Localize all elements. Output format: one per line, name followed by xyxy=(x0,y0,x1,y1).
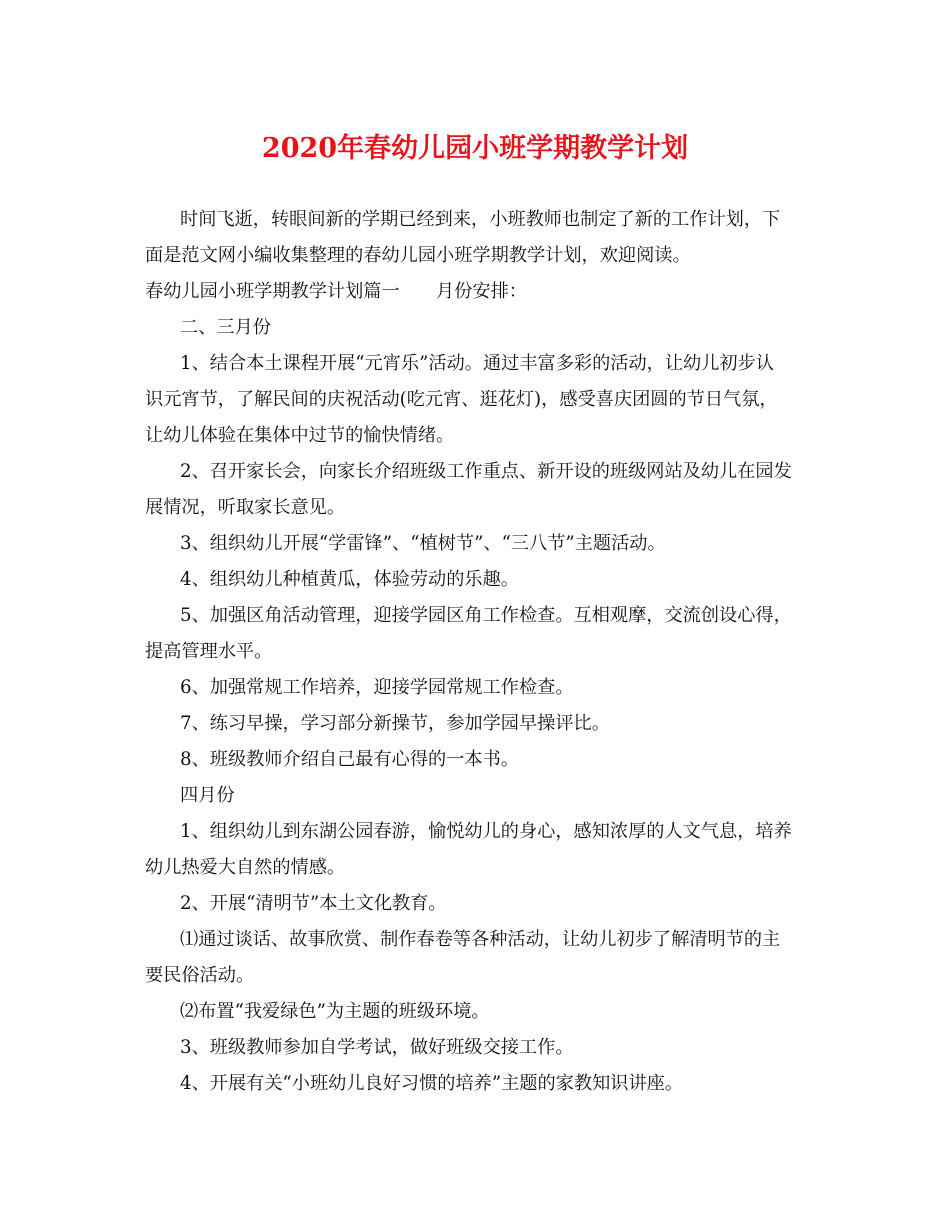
paragraph-line: 春幼儿园小班学期教学计划篇一 月份安排： xyxy=(145,281,527,302)
paragraph-line: 识元宵节，了解民间的庆祝活动(吃元宵、逛花灯)，感受喜庆团圆的节日气氛， xyxy=(145,389,778,410)
paragraph-line: ⑵布置“我爱绿色”为主题的班级环境。 xyxy=(180,1001,490,1022)
section-heading: 二、三月份 xyxy=(180,317,271,338)
paragraph-line: 3、班级教师参加自学考试，做好班级交接工作。 xyxy=(180,1037,574,1058)
paragraph-line: 提高管理水平。 xyxy=(145,641,273,662)
paragraph-line: 展情况，听取家长意见。 xyxy=(145,497,346,518)
paragraph-line: 面是范文网小编收集整理的春幼儿园小班学期教学计划，欢迎阅读。 xyxy=(145,245,691,266)
paragraph-line: 时间飞逝，转眼间新的学期已经到来，小班教师也制定了新的工作计划，下 xyxy=(180,209,781,230)
paragraph-line: 5、加强区角活动管理，迎接学园区角工作检查。互相观摩，交流创设心得， xyxy=(180,605,792,626)
paragraph-line: 8、班级教师介绍自己最有心得的一本书。 xyxy=(180,749,519,770)
paragraph-line: 6、加强常规工作培养，迎接学园常规工作检查。 xyxy=(180,677,574,698)
paragraph-line: 幼儿热爱大自然的情感。 xyxy=(145,857,346,878)
paragraph-line: 让幼儿体验在集体中过节的愉快情绪。 xyxy=(145,425,455,446)
section-heading: 四月份 xyxy=(180,785,235,806)
document-title: 2020年春幼儿园小班学期教学计划 xyxy=(261,133,689,164)
paragraph-line: 4、开展有关“小班幼儿良好习惯的培养”主题的家教知识讲座。 xyxy=(180,1073,684,1094)
paragraph-line: 要民俗活动。 xyxy=(145,965,255,986)
paragraph-line: 1、组织幼儿到东湖公园春游，愉悦幼儿的身心，感知浓厚的人文气息，培养 xyxy=(180,821,792,842)
paragraph-line: 2、召开家长会，向家长介绍班级工作重点、新开设的班级网站及幼儿在园发 xyxy=(180,461,792,482)
paragraph-line: 1、结合本土课程开展“元宵乐”活动。通过丰富多彩的活动，让幼儿初步认 xyxy=(180,353,774,374)
paragraph-line: 2、开展“清明节”本土文化教育。 xyxy=(180,893,447,914)
paragraph-line: ⑴通过谈话、故事欣赏、制作春卷等各种活动，让幼儿初步了解清明节的主 xyxy=(180,929,781,950)
paragraph-line: 3、组织幼儿开展“学雷锋”、“植树节”、“三八节”主题活动。 xyxy=(180,533,666,554)
paragraph-line: 4、组织幼儿种植黄瓜，体验劳动的乐趣。 xyxy=(180,569,519,590)
paragraph-line: 7、练习早操，学习部分新操节，参加学园早操评比。 xyxy=(180,713,610,734)
